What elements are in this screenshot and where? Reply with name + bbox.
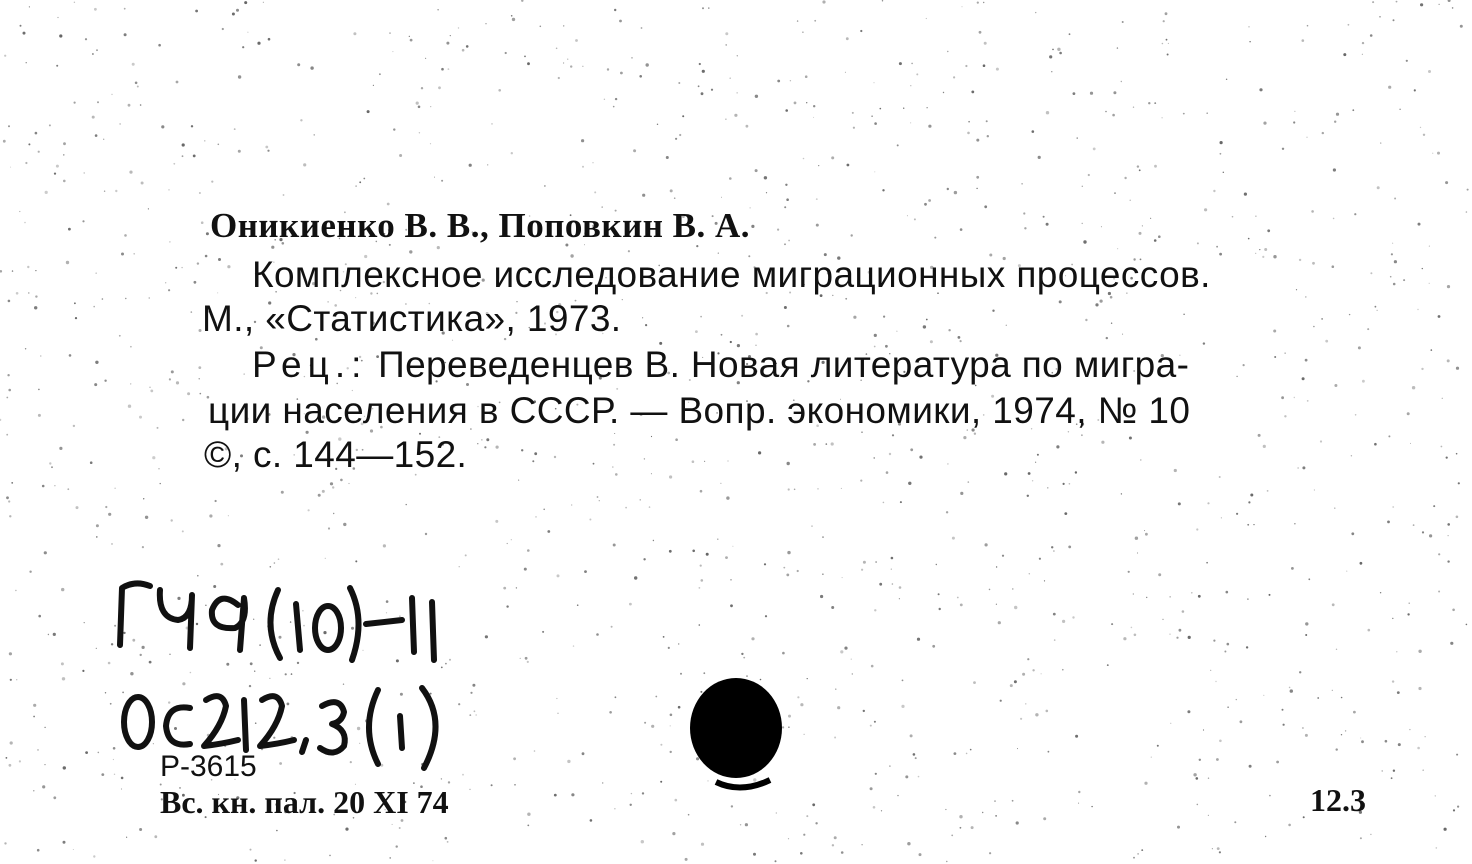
review-text-1: Переведенцев В. Новая литература по мигра-	[367, 344, 1190, 385]
review-label: Рец.:	[252, 344, 368, 385]
review-line-2: ции населения в СССР. — Вопр. экономики, 1974, № 10	[208, 390, 1191, 431]
card-number: 12.3	[1310, 782, 1366, 818]
print-code: Р-3615	[160, 750, 257, 783]
review-line-3: ©, с. 144—152.	[204, 434, 468, 475]
book-chamber-info: Вс. кн. пал. 20 XI 74	[160, 784, 449, 820]
publisher-line: М., «Статистика», 1973.	[202, 298, 622, 339]
title-line-1: Комплексное исследование миграционных процессов.	[252, 254, 1211, 295]
author-heading: Оникиенко В. В., Поповкин В. А.	[210, 206, 751, 245]
punch-hole	[686, 676, 796, 806]
